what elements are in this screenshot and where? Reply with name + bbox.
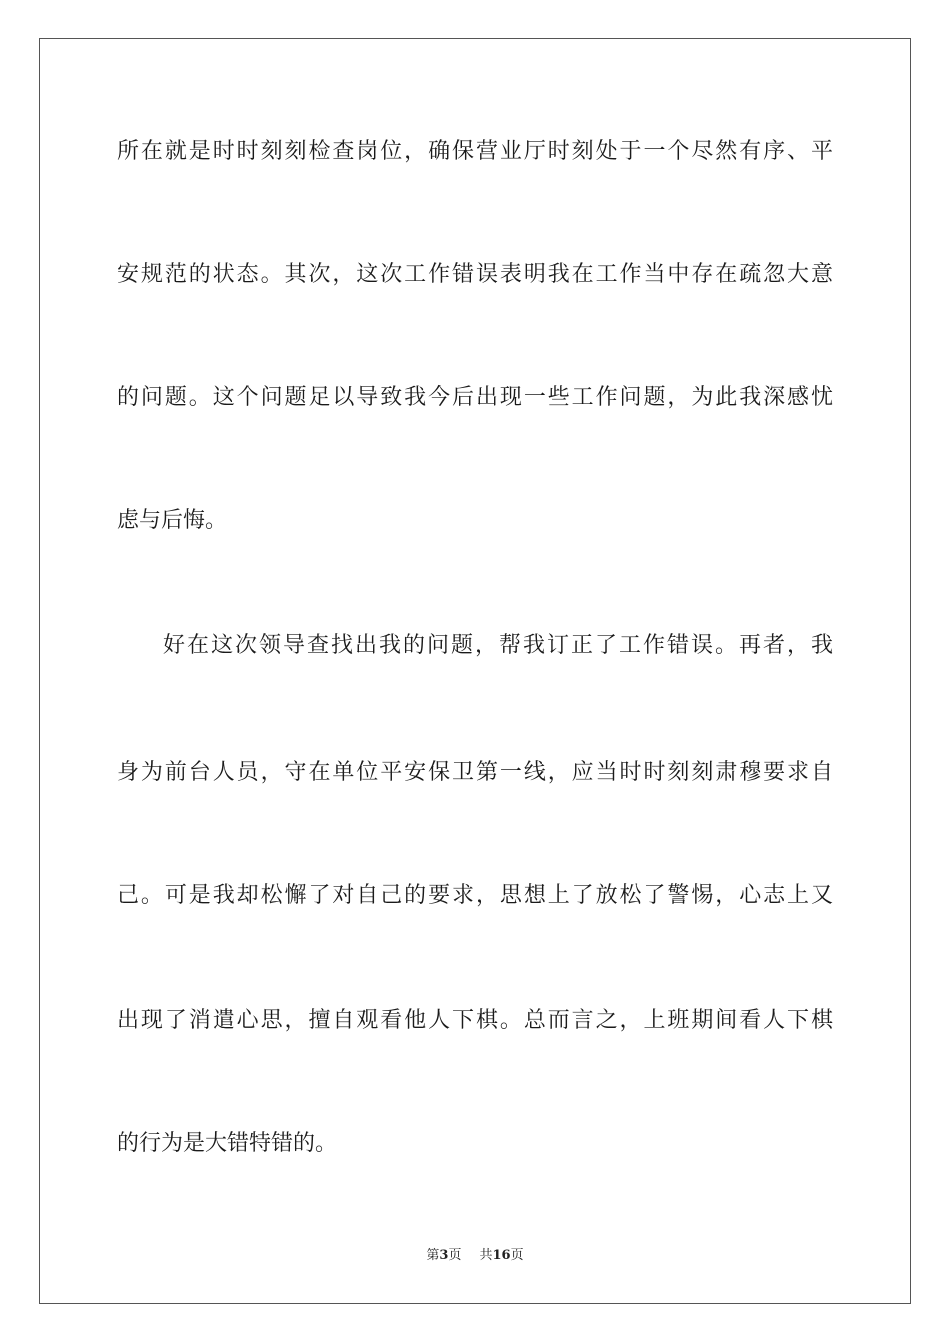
- text-line-6: 身为前台人员，守在单位平安保卫第一线，应当时时刻刻肃穆要求自: [117, 760, 833, 785]
- text-line-1: 所在就是时时刻刻检查岗位，确保营业厅时刻处于一个尽然有序、平: [117, 139, 833, 164]
- page-suffix: 页: [448, 1248, 462, 1263]
- total-suffix: 页: [510, 1248, 524, 1263]
- page-frame: [39, 38, 911, 1304]
- page-footer: [0, 1247, 950, 1265]
- page-current: 3: [439, 1248, 449, 1263]
- text-line-7: 己。可是我却松懈了对自己的要求，思想上了放松了警惕，心志上又: [117, 883, 833, 908]
- text-line-4: 虑与后悔。: [117, 508, 228, 533]
- text-line-5: 好在这次领导查找出我的问题，帮我订正了工作错误。再者，我: [163, 633, 833, 658]
- text-line-9: 的行为是大错特错的。: [117, 1131, 338, 1156]
- page-prefix: 第: [426, 1248, 440, 1263]
- text-line-2: 安规范的状态。其次，这次工作错误表明我在工作当中存在疏忽大意: [117, 262, 833, 287]
- text-line-8: 出现了消遣心思，擅自观看他人下棋。总而言之，上班期间看人下棋: [117, 1008, 833, 1033]
- text-line-3: 的问题。这个问题足以导致我今后出现一些工作问题，为此我深感忧: [117, 385, 833, 410]
- total-prefix: 共: [479, 1248, 493, 1263]
- page-total: 16: [492, 1248, 511, 1263]
